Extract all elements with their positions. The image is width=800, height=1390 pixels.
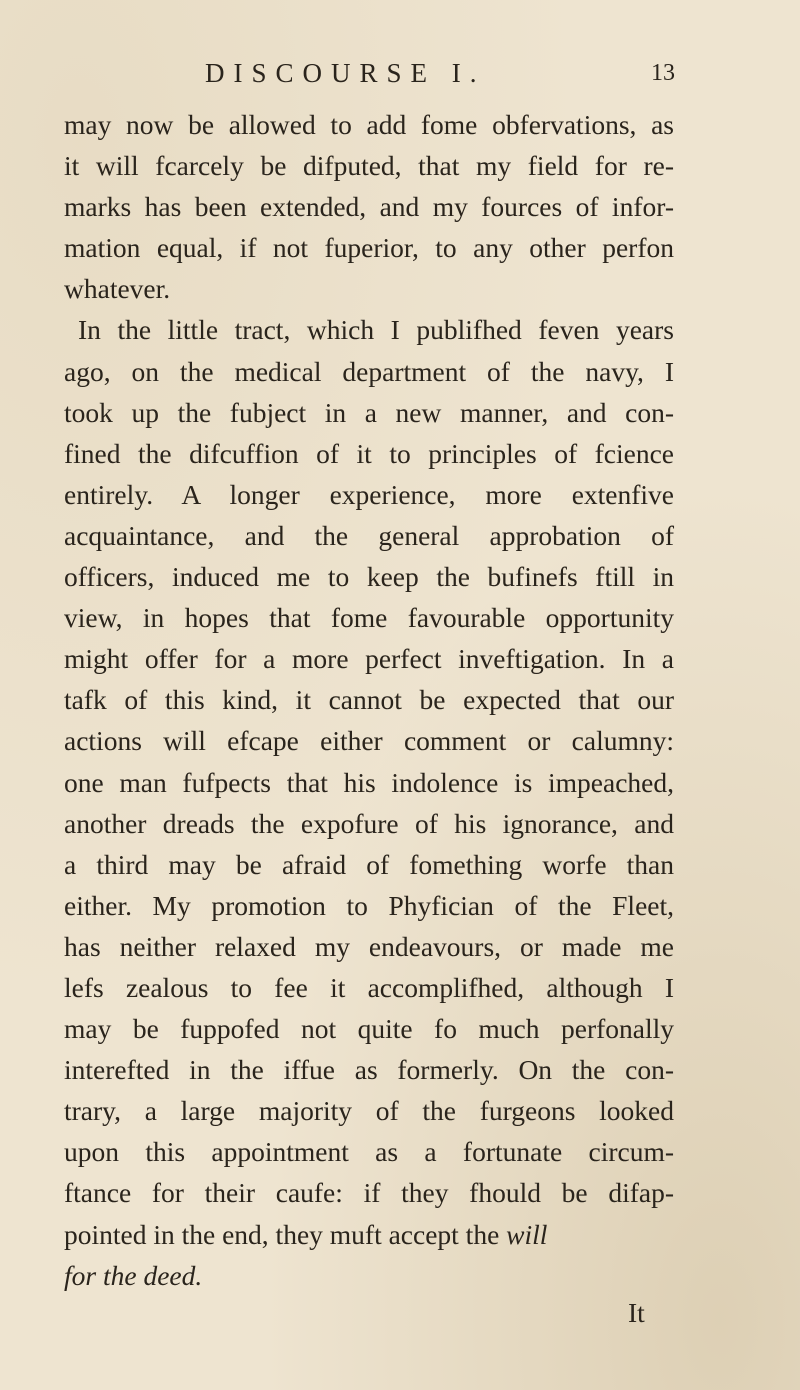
closing-italic-line: for the deed. [64, 1259, 203, 1291]
text-line: acquaintance, and the general approbation of [64, 519, 674, 551]
text-line-with-italic [64, 1214, 674, 1255]
text-line: a third may be afraid of fomething worfe than [64, 848, 674, 880]
text-line: lefs zealous to fee it accomplifhed, although I [64, 971, 674, 1003]
running-head: DISCOURSE I. [205, 58, 486, 88]
text-line: may now be allowed to add fome obfervations, as [64, 109, 674, 140]
text-line: marks has been extended, and my fources of infor- [64, 191, 674, 223]
text-line: mation equal, if not fuperior, to any other perfon [64, 232, 674, 264]
text-line: has neither relaxed my endeavours, or made me [64, 930, 674, 962]
text-line: it will fcarcely be difputed, that my field for re- [64, 150, 674, 182]
text-line: upon this appointment as a fortunate circum- [64, 1136, 674, 1168]
text-line: one man fufpects that his indolence is impeached, [64, 766, 674, 798]
text-line: ago, on the medical department of the navy, I [64, 355, 674, 387]
body-text [64, 104, 674, 1296]
text-line: either. My promotion to Phyfician of the Fleet, [64, 889, 674, 921]
text-line: whatever. [64, 273, 171, 305]
text-line: took up the fubject in a new manner, and con- [64, 396, 674, 428]
text-line: tafk of this kind, it cannot be expected that our [64, 684, 674, 716]
text-line: might offer for a more perfect inveftigation. In a [64, 643, 674, 675]
text-line: officers, induced me to keep the bufinefs ftill in [64, 561, 674, 593]
text-line: another dreads the expofure of his ignorance, and [64, 807, 674, 839]
page-number: 13 [651, 60, 675, 86]
text-line: trary, a large majority of the furgeons looked [64, 1095, 674, 1127]
page-header [205, 58, 675, 98]
text-line: ftance for their caufe: if they fhould be difap- [64, 1177, 674, 1209]
catchword: It [628, 1297, 645, 1328]
text-line: entirely. A longer experience, more extenfive [64, 478, 674, 510]
text-line: interefted in the iffue as formerly. On the con- [64, 1054, 674, 1086]
italic-word: will [506, 1218, 548, 1250]
text-line: pointed in the end, they muft accept the [64, 1218, 500, 1250]
text-line: view, in hopes that fome favourable opportunity [64, 602, 674, 634]
paragraph-start-line: In the little tract, which I publifhed feven years [78, 314, 674, 346]
text-line: fined the difcuffion of it to principles of fcience [64, 437, 674, 469]
text-line: actions will efcape either comment or calumny: [64, 725, 674, 757]
text-line: may be fuppofed not quite fo much perfonally [64, 1013, 674, 1045]
